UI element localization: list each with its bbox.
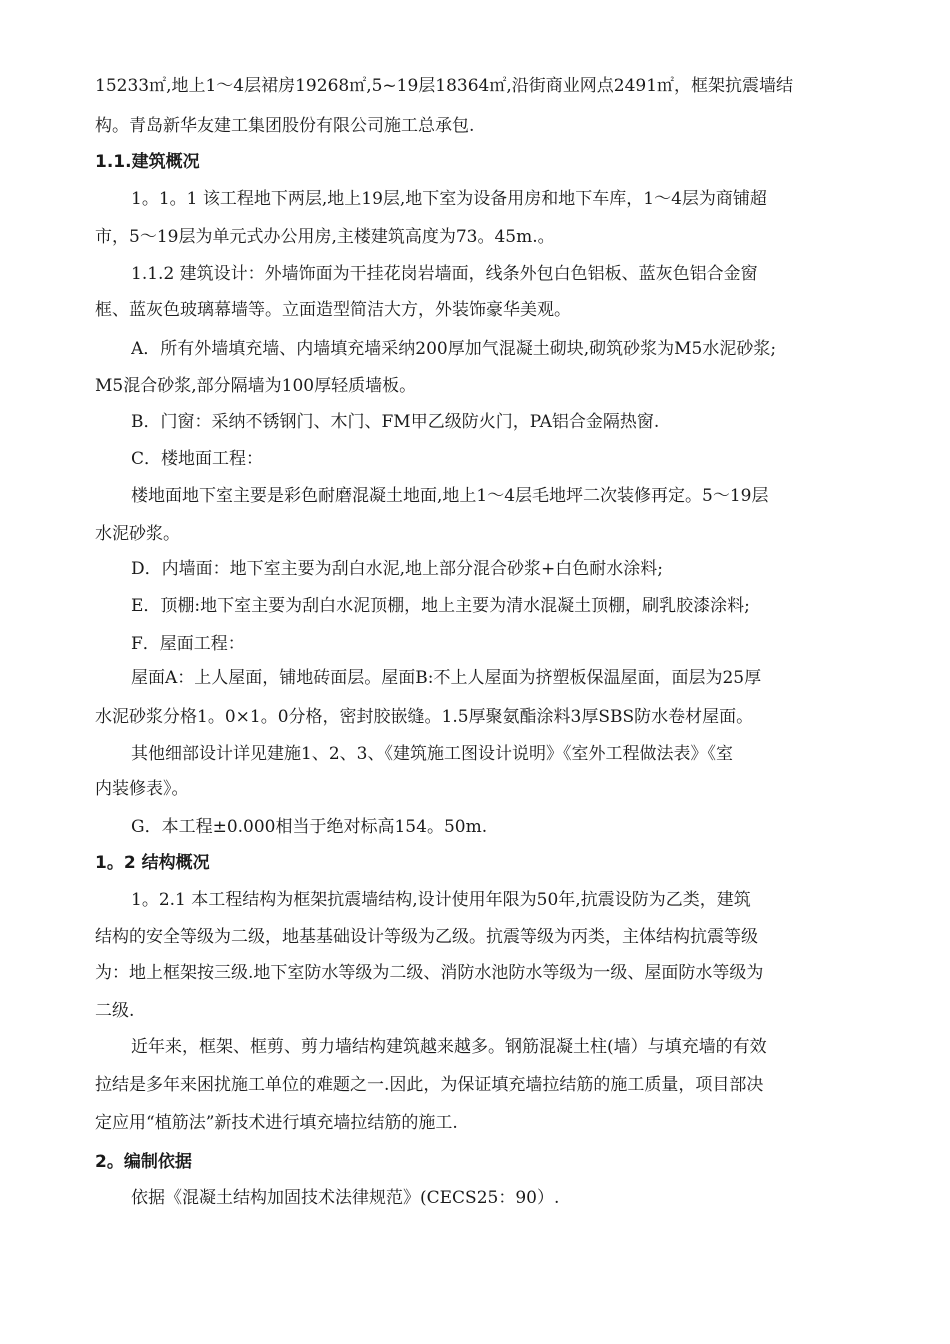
paragraph-line: 框、蓝灰色玻璃幕墙等。立面造型简洁大方，外装饰豪华美观。 — [95, 300, 571, 320]
paragraph-line: B．门窗：采纳不锈钢门、木门、FM甲乙级防火门，PA铝合金隔热窗. — [131, 412, 660, 432]
paragraph-line: C．楼地面工程： — [131, 449, 264, 469]
paragraph-line: 15233㎡,地上1～4层裙房19268㎡,5~19层18364㎡,沿街商业网点2491㎡，框架抗震墙结 — [95, 76, 794, 96]
paragraph-line: 定应用“植筋法”新技术进行填充墙拉结筋的施工. — [95, 1113, 458, 1133]
paragraph-line: 拉结是多年来困扰施工单位的难题之一.因此，为保证填充墙拉结筋的施工质量，项目部决 — [95, 1075, 764, 1095]
paragraph-line: 水泥砂浆分格1。0×1。0分格，密封胶嵌缝。1.5厚聚氨酯涂料3厚SBS防水卷材屋面。 — [95, 707, 754, 727]
paragraph-line: 其他细部设计详见建施1、2、3、《建筑施工图设计说明》《室外工程做法表》《室 — [131, 744, 733, 764]
section-heading: 2。编制依据 — [95, 1152, 192, 1172]
paragraph-line: 屋面A：上人屋面，铺地砖面层。屋面B:不上人屋面为挤塑板保温屋面，面层为25厚 — [131, 668, 762, 688]
paragraph-line: D．内墙面：地下室主要为刮白水泥,地上部分混合砂浆+白色耐水涂料; — [131, 559, 664, 579]
paragraph-line: 市，5～19层为单元式办公用房,主楼建筑高度为73。45m.。 — [95, 227, 555, 247]
paragraph-line: 构。青岛新华友建工集团股份有限公司施工总承包. — [95, 116, 475, 136]
paragraph-line: 依据《混凝土结构加固技术法律规范》(CECS25：90）. — [131, 1188, 560, 1208]
paragraph-line: G．本工程±0.000相当于绝对标高154。50m. — [131, 817, 488, 837]
paragraph-line: 1.1.2 建筑设计：外墙饰面为干挂花岗岩墙面，线条外包白色铝板、蓝灰色铝合金窗 — [131, 264, 758, 284]
paragraph-line: M5混合砂浆,部分隔墙为100厚轻质墙板。 — [95, 376, 417, 396]
paragraph-line: 1。2.1 本工程结构为框架抗震墙结构,设计使用年限为50年,抗震设防为乙类，建筑 — [131, 890, 751, 910]
paragraph-line: 结构的安全等级为二级，地基基础设计等级为乙级。抗震等级为丙类，主体结构抗震等级 — [95, 927, 758, 947]
paragraph-line: F．屋面工程： — [131, 634, 245, 654]
section-heading: 1.1.建筑概况 — [95, 152, 200, 172]
paragraph-line: A．所有外墙填充墙、内墙填充墙采纳200厚加气混凝土砌块,砌筑砂浆为M5水泥砂浆; — [131, 339, 777, 359]
paragraph-line: 水泥砂浆。 — [95, 524, 180, 544]
paragraph-line: E．顶棚:地下室主要为刮白水泥顶棚，地上主要为清水混凝土顶棚，刷乳胶漆涂料; — [131, 596, 750, 616]
paragraph-line: 为：地上框架按三级.地下室防水等级为二级、消防水池防水等级为一级、屋面防水等级为 — [95, 963, 764, 983]
paragraph-line: 二级. — [95, 1001, 135, 1021]
paragraph-line: 1。1。1 该工程地下两层,地上19层,地下室为设备用房和地下车库，1～4层为商铺超 — [131, 189, 767, 209]
section-heading: 1。2 结构概况 — [95, 853, 210, 873]
paragraph-line: 楼地面地下室主要是彩色耐磨混凝土地面,地上1～4层毛地坪二次装修再定。5～19层 — [131, 486, 769, 506]
paragraph-line: 内装修表》。 — [95, 779, 189, 799]
paragraph-line: 近年来，框架、框剪、剪力墙结构建筑越来越多。钢筋混凝土柱(墙）与填充墙的有效 — [131, 1037, 767, 1057]
